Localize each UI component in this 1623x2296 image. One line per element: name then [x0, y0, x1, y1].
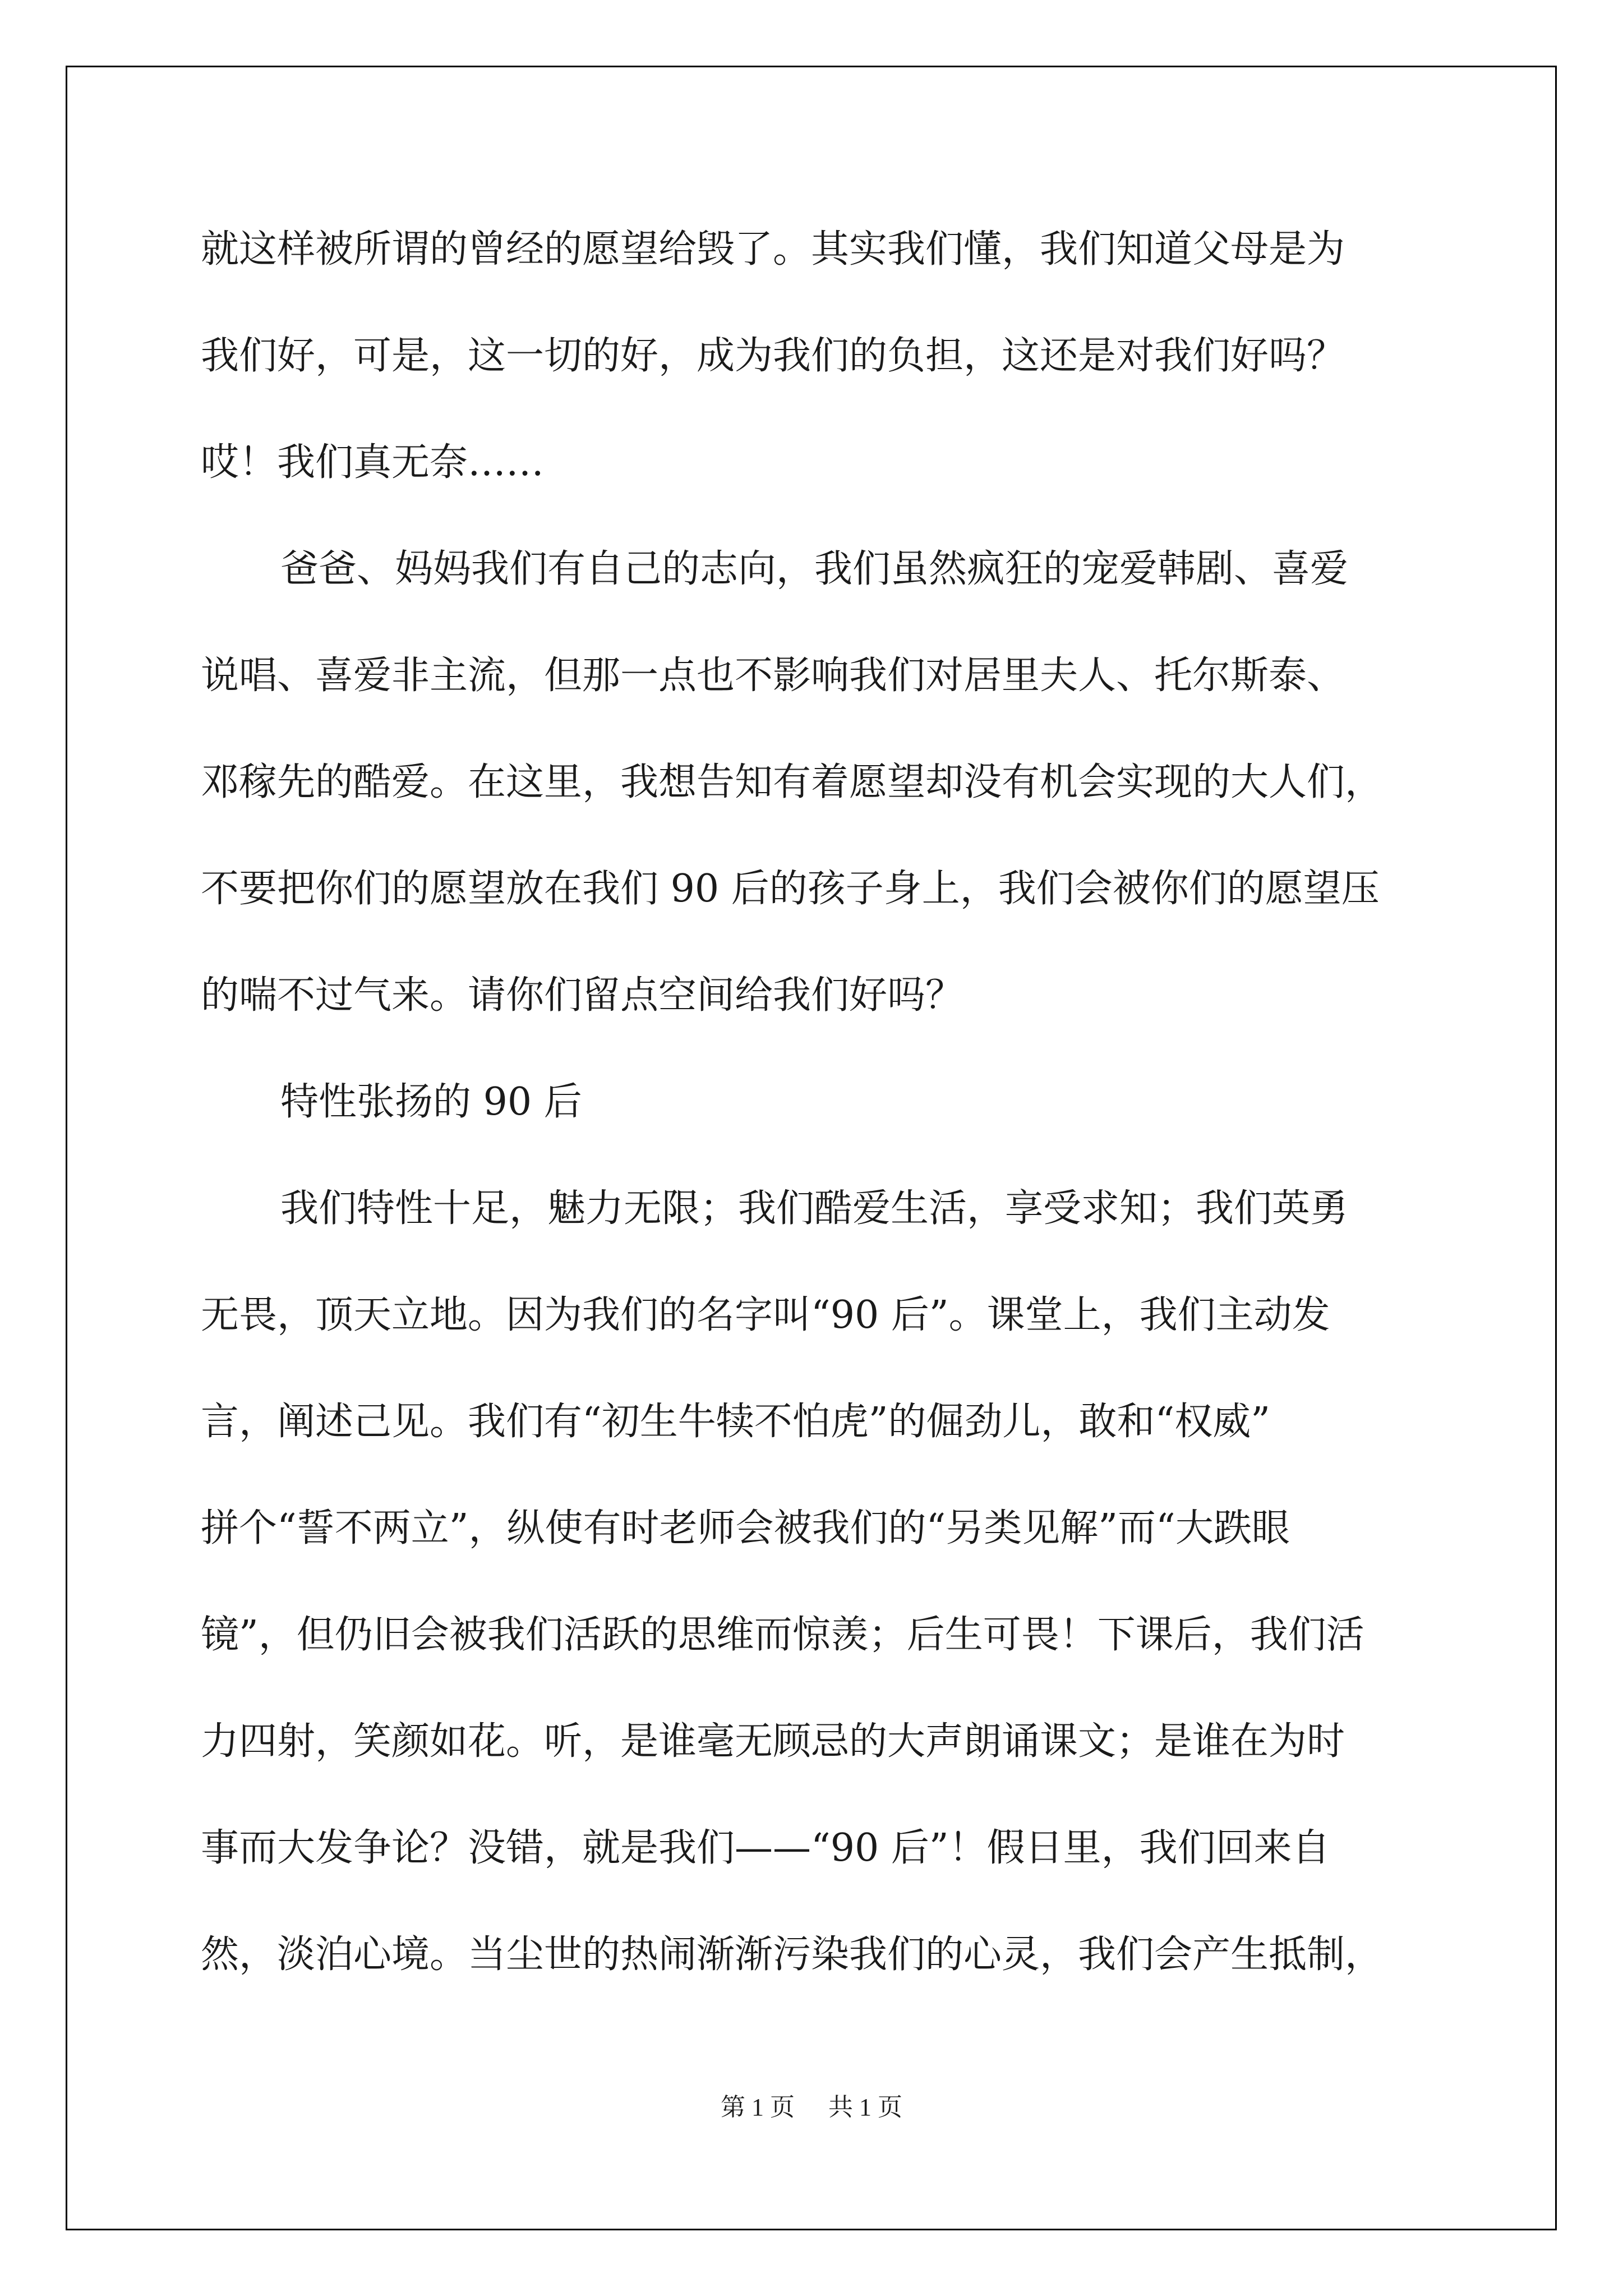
text-line-17: 然，淡泊心境。当尘世的热闹渐渐污染我们的心灵，我们会产生抵制， [201, 1932, 1384, 1977]
page-footer [0, 2087, 1623, 2123]
text-line-13: 拼个“誓不两立”，纵使有时老师会被我们的“另类见解”而“大跌眼 [201, 1506, 1290, 1550]
section-heading: 特性张扬的 90 后 [280, 1080, 582, 1124]
text-line-10: 我们特性十足，魅力无限；我们酷爱生活，享受求知；我们英勇 [280, 1186, 1349, 1231]
text-line-2: 我们好，可是，这一切的好，成为我们的负担，这还是对我们好吗？ [201, 334, 1345, 378]
text-line-4: 爸爸、妈妈我们有自己的志向，我们虽然疯狂的宠爱韩剧、喜爱 [280, 547, 1349, 591]
text-line-11: 无畏，顶天立地。因为我们的名字叫“90 后”。课堂上，我们主动发 [201, 1293, 1330, 1337]
text-line-7: 不要把你们的愿望放在我们 90 后的孩子身上，我们会被你们的愿望压 [201, 867, 1380, 911]
text-line-1: 就这样被所谓的曾经的愿望给毁了。其实我们懂，我们知道父母是为 [201, 227, 1345, 272]
text-line-15: 力四射，笑颜如花。听，是谁毫无顾忌的大声朗诵课文；是谁在为时 [201, 1719, 1345, 1764]
text-line-14: 镜”，但仍旧会被我们活跃的思维而惊羡；后生可畏！下课后，我们活 [201, 1613, 1364, 1657]
text-line-12: 言，阐述己见。我们有“初生牛犊不怕虎”的倔劲儿，敢和“权威” [201, 1400, 1271, 1444]
page-border [66, 66, 1557, 2230]
text-line-3: 哎！我们真无奈…… [201, 440, 545, 485]
text-line-16: 事而大发争论？没错，就是我们——“90 后”！假日里，我们回来自 [201, 1826, 1330, 1870]
text-line-5: 说唱、喜爱非主流，但那一点也不影响我们对居里夫人、托尔斯泰、 [201, 654, 1345, 698]
page-number-current: 第 1 页 [721, 2093, 795, 2121]
page-number-total: 共 1 页 [828, 2093, 902, 2121]
text-line-8: 的喘不过气来。请你们留点空间给我们好吗？ [201, 973, 964, 1018]
text-line-6: 邓稼先的酷爱。在这里，我想告知有着愿望却没有机会实现的大人们， [201, 760, 1384, 804]
